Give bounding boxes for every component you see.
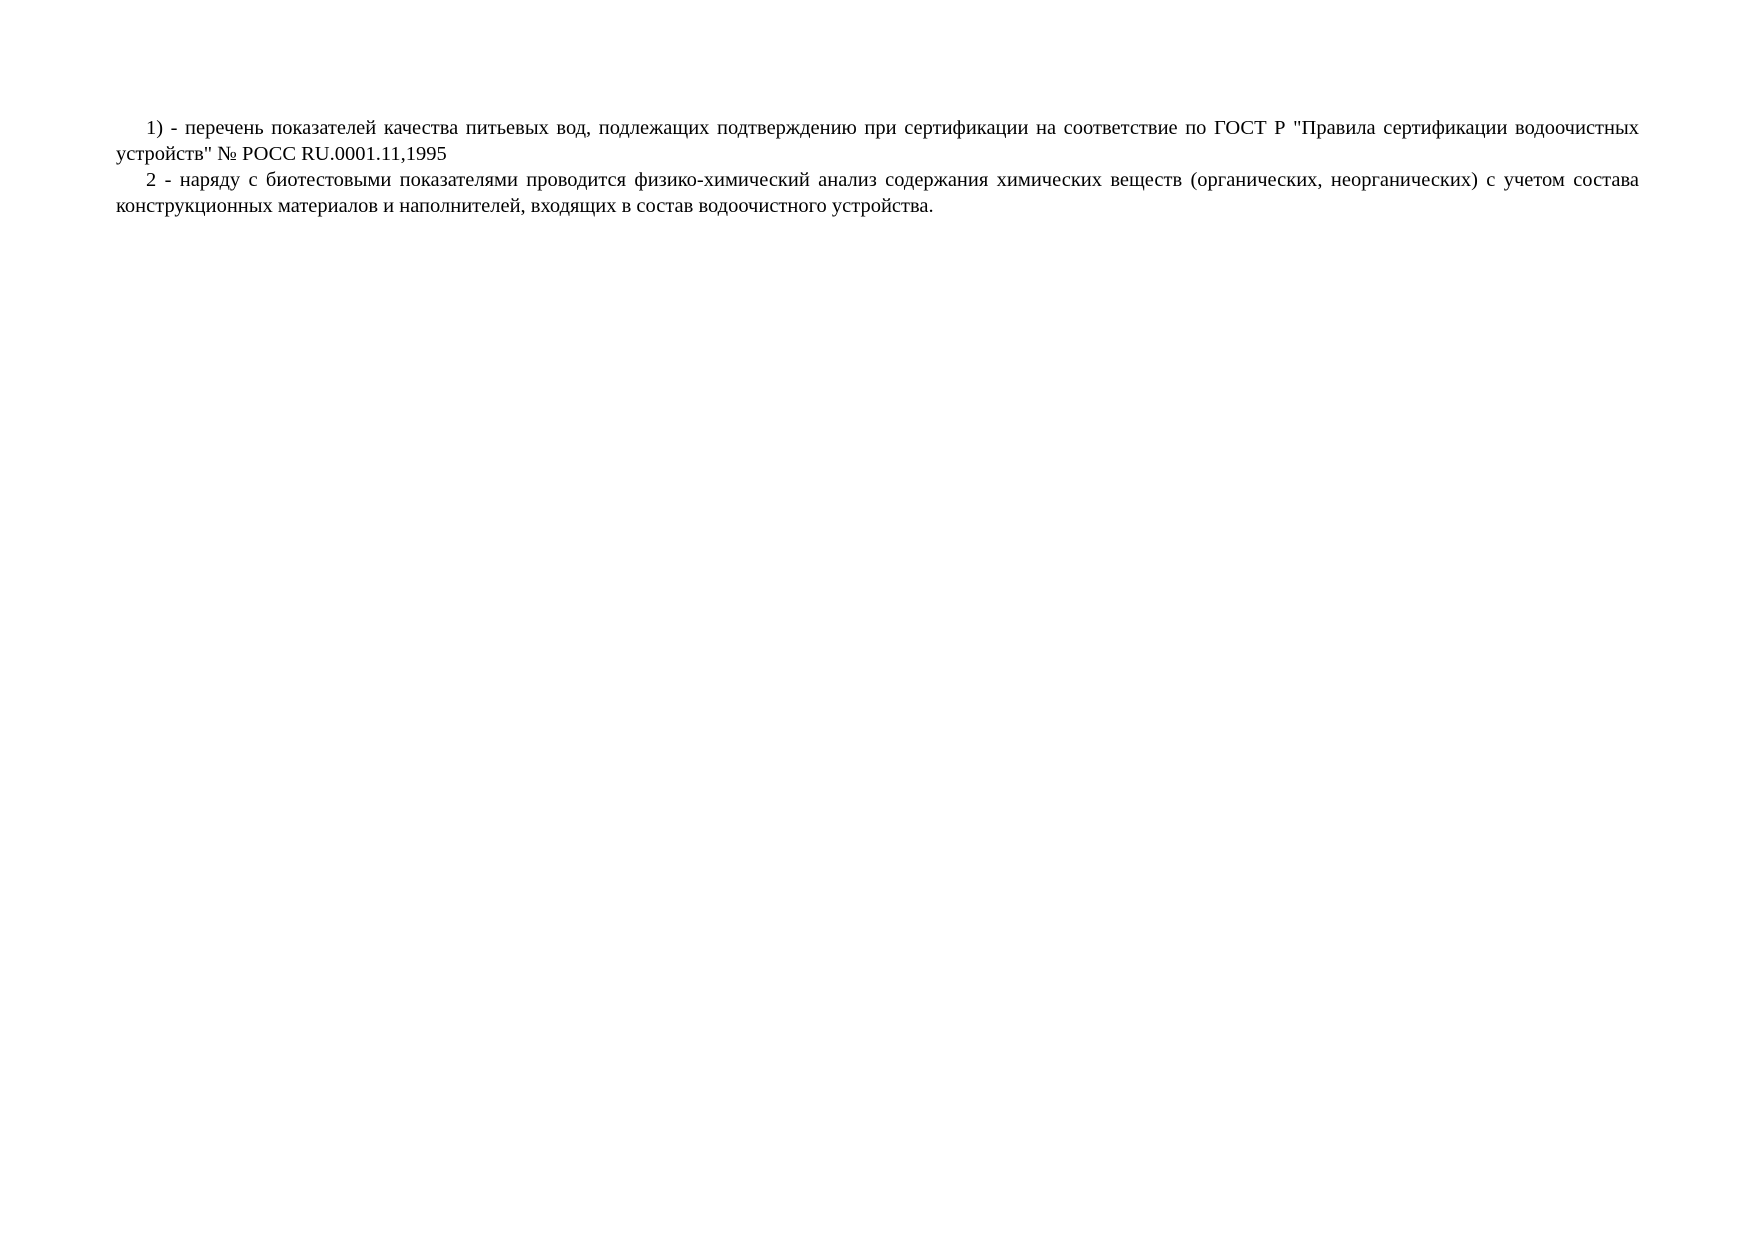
footnotes-block bbox=[116, 115, 1639, 219]
footnote-paragraph-1: 1) - перечень показателей качества питьевых вод, подлежащих подтверждению при сертификации на соответствие по ГОСТ Р "Правила сертификации водоочистных устройств" № РОСС RU.0001.11,1995 bbox=[116, 117, 1639, 165]
footnote-paragraph-2: 2 - наряду с биотестовыми показателями проводится физико-химический анализ содержания химических веществ (органических, неорганических) с учетом состава конструкционных материалов и наполнителей, входящих в состав водоочистного устройства. bbox=[116, 169, 1639, 217]
